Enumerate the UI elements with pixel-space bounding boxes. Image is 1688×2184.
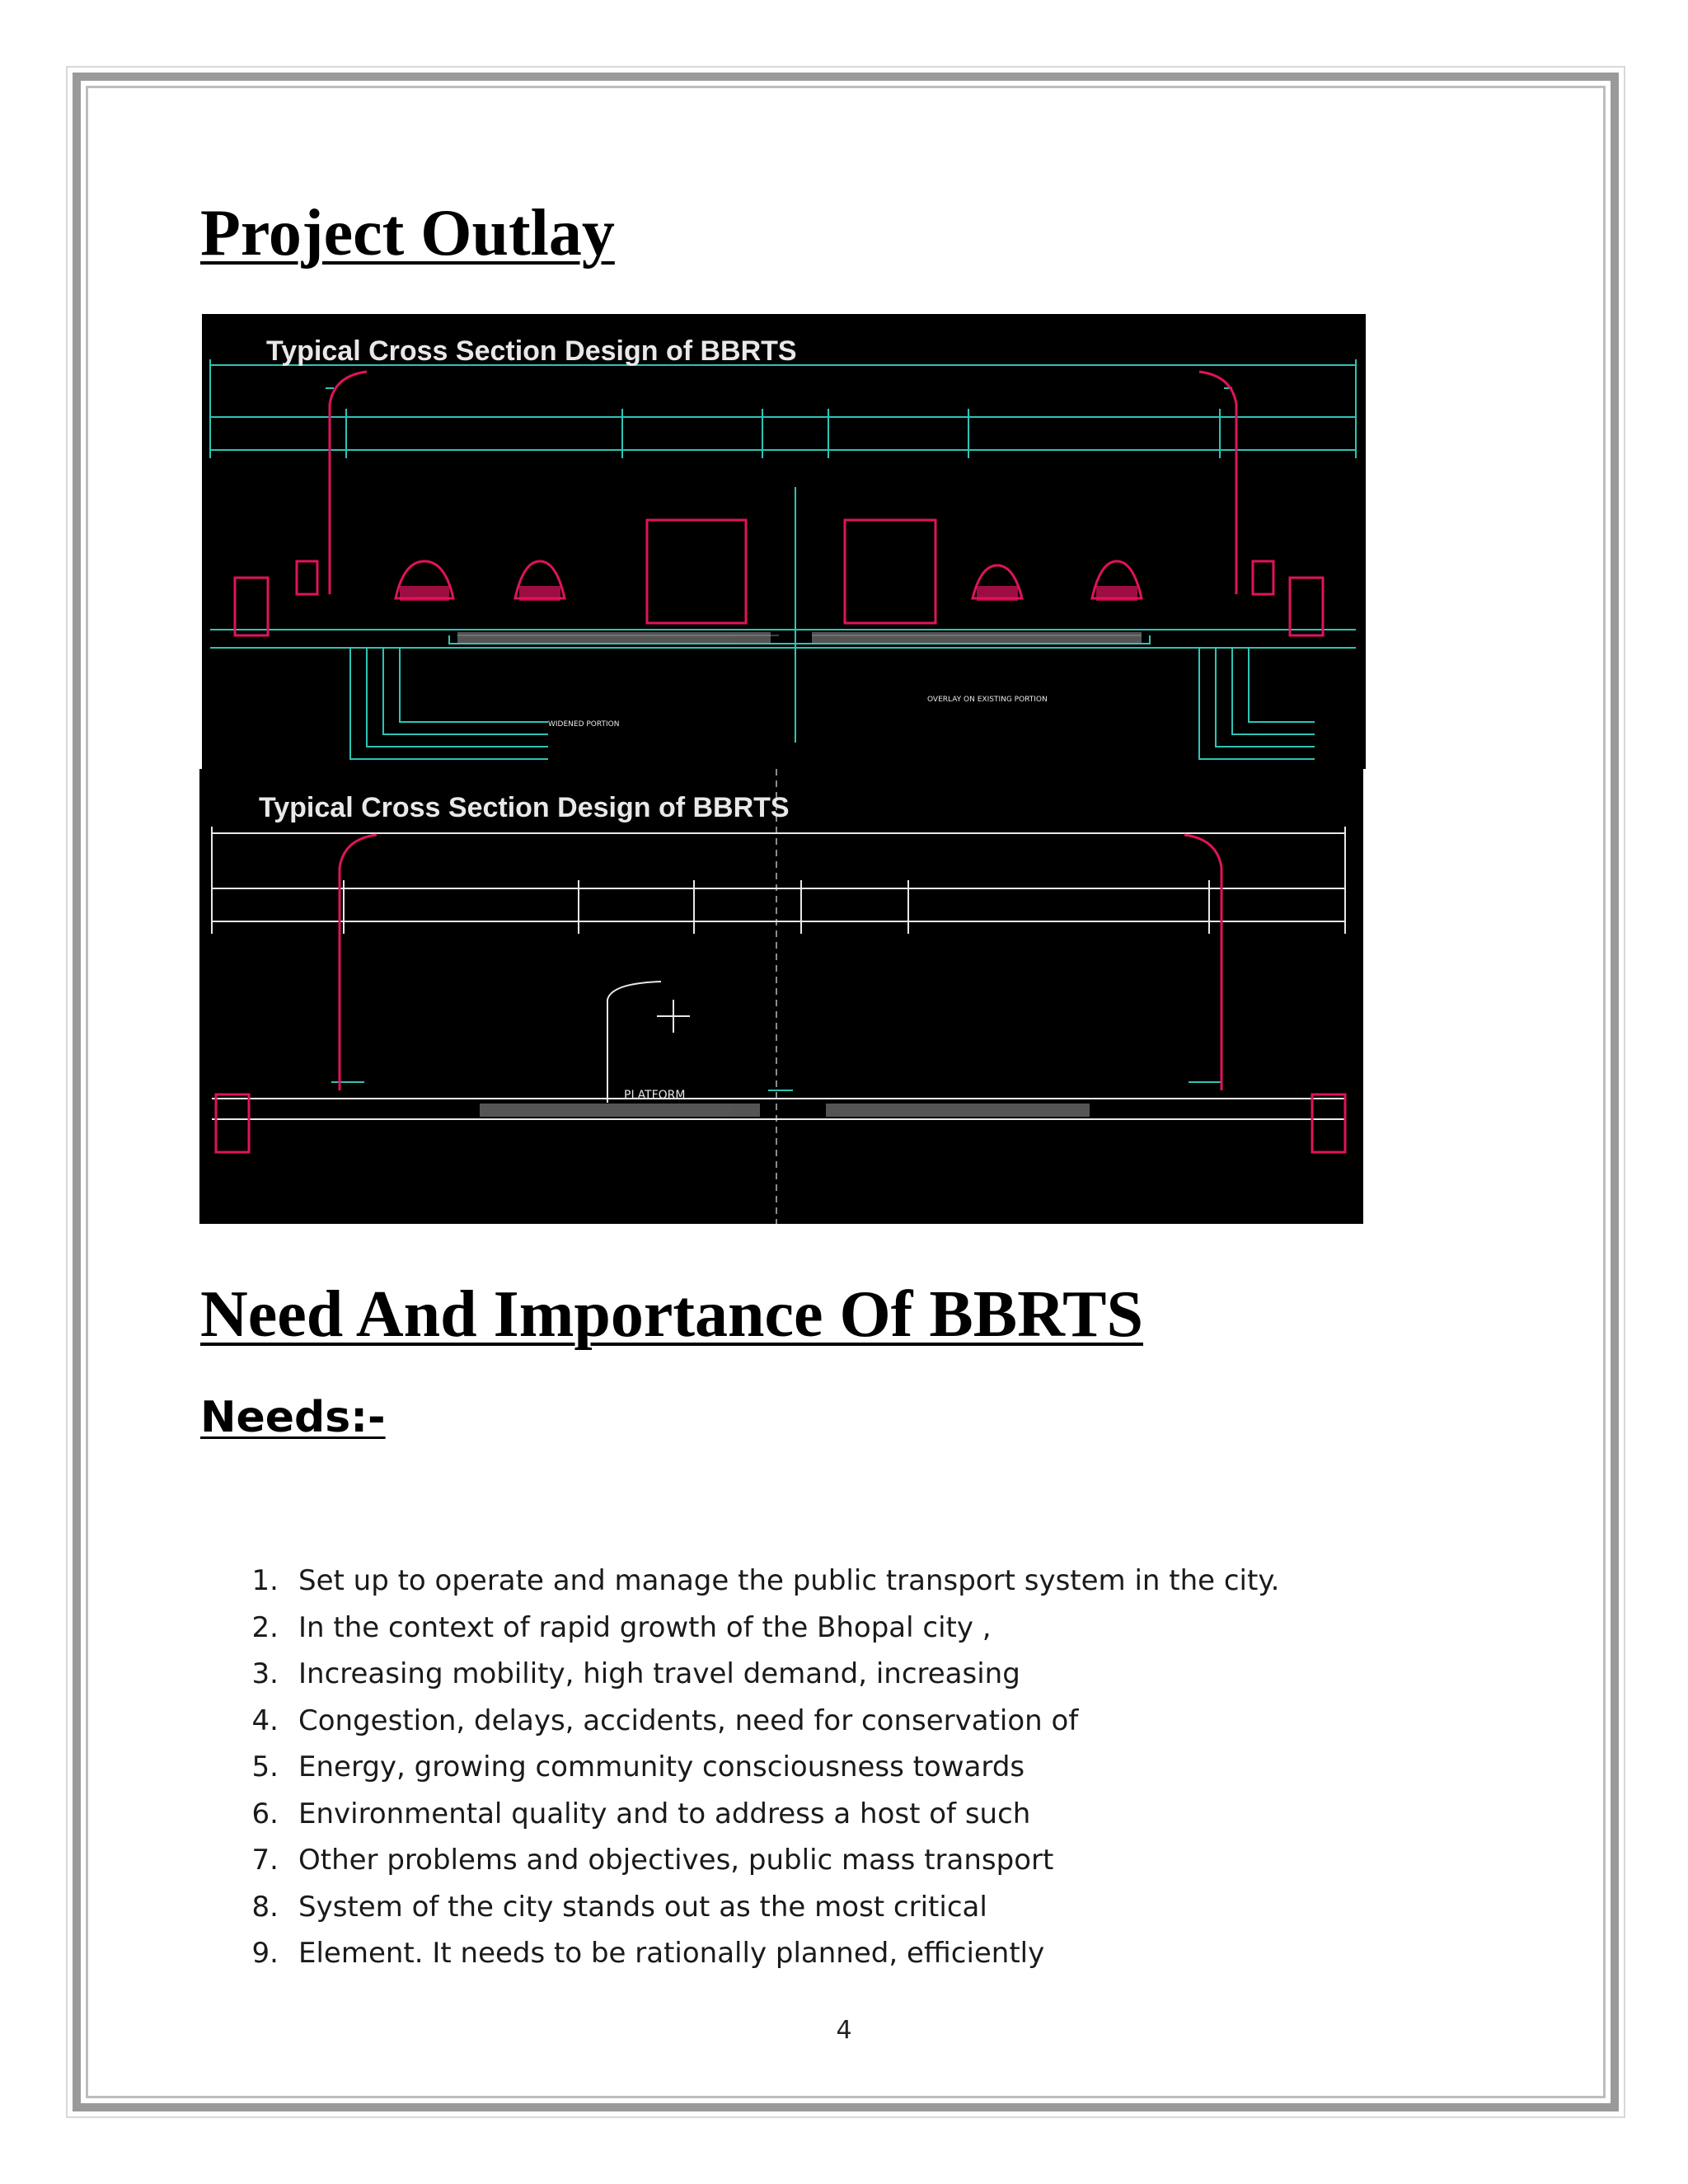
list-number: 7. [251,1844,279,1877]
list-text: Congestion, delays, accidents, need for conservation of [298,1704,1079,1737]
list-number: 4. [251,1704,279,1737]
svg-text:PLATFORM: PLATFORM [624,1089,686,1102]
list-number: 1. [251,1564,279,1597]
list-number: 6. [251,1797,279,1830]
list-number: 2. [251,1610,279,1644]
cross-section-drawing-2 [199,769,1363,1224]
needs-heading: Needs:- [200,1393,386,1442]
list-number: 5. [251,1750,279,1783]
list-text: Other problems and objectives, public mass transport [298,1844,1054,1877]
importance-title: Need And Importance Of BBRTS [200,1278,1143,1351]
list-text: Element. It needs to be rationally planned, efficiently [298,1937,1045,1970]
list-text: In the context of rapid growth of the Bhopal city , [298,1610,992,1644]
cross-section-drawing-1 [202,314,1366,769]
svg-text:WIDENED PORTION: WIDENED PORTION [548,720,620,729]
drawing-title: Typical Cross Section Design of BBRTS [266,335,797,367]
list-text: System of the city stands out as the most critical [298,1890,987,1924]
page-number: 4 [836,2016,852,2045]
list-text: Energy, growing community consciousness towards [298,1750,1025,1783]
list-number: 3. [251,1657,279,1690]
list-number: 9. [251,1937,279,1970]
list-text: Environmental quality and to address a host of such [298,1797,1031,1830]
svg-text:OVERLAY ON EXISTING PORTION: OVERLAY ON EXISTING PORTION [927,696,1048,704]
section-title: Project Outlay [200,197,615,269]
list-number: 8. [251,1890,279,1924]
cad-cross-section-1 [202,314,1366,769]
list-text: Increasing mobility, high travel demand, increasing [298,1657,1020,1690]
list-text: Set up to operate and manage the public transport system in the city. [298,1564,1280,1597]
drawing-title: Typical Cross Section Design of BBRTS [259,792,790,823]
cad-cross-section-2 [199,769,1363,1224]
